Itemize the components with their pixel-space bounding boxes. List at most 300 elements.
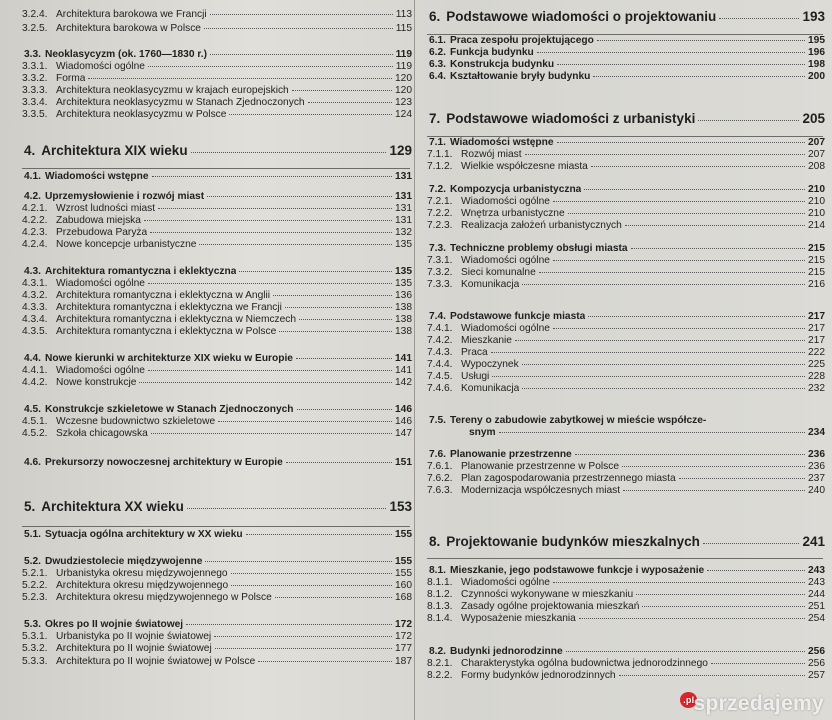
leader-dots <box>515 340 805 341</box>
entry-title: Planowanie przestrzenne <box>450 449 572 460</box>
entry-number: 7.2. <box>429 184 446 195</box>
entry-page-number: 131 <box>395 203 412 214</box>
entry-title: Kształtowanie bryły budynku <box>450 71 591 82</box>
entry-number: 7.4.2. <box>427 335 453 346</box>
entry-number: 3.3.4. <box>22 97 48 108</box>
left-toc-entry <box>24 457 412 469</box>
entry-title: Wiadomości ogólne <box>461 255 550 266</box>
entry-page-number: 205 <box>802 111 825 126</box>
leader-dots <box>286 462 392 463</box>
entry-title: Funkcja budynku <box>450 47 534 58</box>
leader-dots <box>642 606 805 607</box>
leader-dots <box>553 328 805 329</box>
entry-page-number: 228 <box>808 371 825 382</box>
leader-dots <box>711 663 805 664</box>
entry-number: 5.3.2. <box>22 643 48 654</box>
entry-page-number: 207 <box>808 137 825 148</box>
entry-page-number: 119 <box>395 61 412 72</box>
right-toc-entry <box>427 613 825 625</box>
right-toc-entry <box>465 427 825 439</box>
entry-title: Usługi <box>461 371 490 382</box>
leader-dots <box>139 382 392 383</box>
right-toc-entry <box>427 220 825 232</box>
entry-title: Wiadomości wstępne <box>450 137 554 148</box>
leader-dots <box>557 64 805 65</box>
entry-title: Architektura barokowa w Polsce <box>56 23 201 34</box>
entry-page-number: 243 <box>808 565 825 576</box>
entry-page-number: 217 <box>808 335 825 346</box>
entry-title: Planowanie przestrzenne w Polsce <box>461 461 619 472</box>
entry-number: 7.1.2. <box>427 161 453 172</box>
leader-dots <box>568 213 805 214</box>
entry-number: 7.4.3. <box>427 347 453 358</box>
leader-dots <box>275 597 392 598</box>
entry-number: 3.3.1. <box>22 61 48 72</box>
entry-number: 7.3.2. <box>427 267 453 278</box>
section-rule <box>22 526 410 527</box>
entry-page-number: 131 <box>395 171 412 182</box>
entry-number: 6. <box>429 9 441 24</box>
entry-number: 4.3.1. <box>22 278 48 289</box>
entry-title: Architektura romantyczna i eklektyczna we Francji <box>56 302 282 313</box>
leader-dots <box>218 421 392 422</box>
leader-dots <box>591 166 805 167</box>
left-toc-entry <box>22 326 412 338</box>
leader-dots <box>631 248 805 249</box>
entry-number: 4.3.2. <box>22 290 48 301</box>
right-toc-entry <box>429 9 825 25</box>
entry-page-number: 256 <box>808 658 825 669</box>
entry-page-number: 146 <box>395 416 412 427</box>
leader-dots <box>279 331 392 332</box>
right-toc-entry <box>427 323 825 335</box>
entry-number: 4.2. <box>24 191 41 202</box>
entry-title: Mieszkanie, jego podstawowe funkcje i wyposażenie <box>450 565 705 576</box>
left-toc-entry <box>24 143 412 159</box>
entry-number: 7.4.1. <box>427 323 453 334</box>
leader-dots <box>622 466 805 467</box>
entry-number: 4.3.5. <box>22 326 48 337</box>
left-toc-entry <box>22 73 412 85</box>
left-toc-entry <box>22 314 412 326</box>
leader-dots <box>522 388 805 389</box>
entry-title: Konstrukcja budynku <box>450 59 555 70</box>
entry-number: 5.2. <box>24 556 41 567</box>
entry-number: 7.2.1. <box>427 196 453 207</box>
entry-number: 8.2.2. <box>427 670 453 681</box>
entry-page-number: 138 <box>395 314 412 325</box>
entry-number: 4. <box>24 143 36 158</box>
leader-dots <box>539 272 805 273</box>
entry-title: Podstawowe wiadomości z urbanistyki <box>446 111 696 126</box>
leader-dots <box>707 570 805 571</box>
entry-title: Mieszkanie <box>461 335 512 346</box>
entry-page-number: 210 <box>808 196 825 207</box>
entry-number: 5.2.1. <box>22 568 48 579</box>
entry-title: Dwudziestolecie międzywojenne <box>45 556 203 567</box>
entry-number: 8.1.2. <box>427 589 453 600</box>
entry-page-number: 172 <box>395 631 412 642</box>
left-toc-entry <box>22 9 412 21</box>
watermark-pl-badge: .pl <box>680 692 697 708</box>
left-toc-entry <box>22 377 412 389</box>
entry-page-number: 215 <box>808 255 825 266</box>
right-toc-entry <box>427 255 825 267</box>
entry-number: 5.2.3. <box>22 592 48 603</box>
left-toc-entry <box>22 23 412 35</box>
entry-page-number: 135 <box>395 278 412 289</box>
entry-page-number: 113 <box>395 9 412 20</box>
entry-number: 4.1. <box>24 171 41 182</box>
leader-dots <box>258 661 392 662</box>
left-toc-entry <box>24 619 412 631</box>
right-toc-entry <box>429 59 825 71</box>
entry-number: 4.4. <box>24 353 41 364</box>
entry-title: Wiadomości ogólne <box>56 365 145 376</box>
entry-number: 8.1.4. <box>427 613 453 624</box>
entry-title: Wnętrza urbanistyczne <box>461 208 565 219</box>
entry-title: Neoklasycyzm (ok. 1760—1830 r.) <box>45 49 207 60</box>
entry-number: 7.4.5. <box>427 371 453 382</box>
leader-dots <box>703 543 800 544</box>
leader-dots <box>492 376 805 377</box>
entry-number: 3.2.4. <box>22 9 48 20</box>
leader-dots <box>215 648 392 649</box>
entry-page-number: 155 <box>395 568 412 579</box>
entry-page-number: 207 <box>808 149 825 160</box>
entry-title: Komunikacja <box>461 383 520 394</box>
entry-title: Nowe konstrukcje <box>56 377 137 388</box>
entry-page-number: 124 <box>395 109 412 120</box>
left-toc-entry <box>24 404 412 416</box>
entry-page-number: 135 <box>395 239 412 250</box>
entry-title: Konstrukcje szkieletowe w Stanach Zjednoczonych <box>45 404 294 415</box>
entry-number: 3.3.2. <box>22 73 48 84</box>
entry-page-number: 187 <box>395 656 412 667</box>
entry-number: 4.4.1. <box>22 365 48 376</box>
leader-dots <box>588 316 805 317</box>
entry-title: Architektura neoklasycyzmu w Polsce <box>56 109 227 120</box>
sprzedajemy-watermark <box>680 692 824 716</box>
leader-dots <box>210 14 393 15</box>
entry-page-number: 123 <box>395 97 412 108</box>
entry-number: 7.3.3. <box>427 279 453 290</box>
entry-page-number: 136 <box>395 290 412 301</box>
entry-number: 8.1.1. <box>427 577 453 588</box>
entry-title: Urbanistyka po II wojnie światowej <box>56 631 212 642</box>
entry-title: Sytuacja ogólna architektury w XX wieku <box>45 529 243 540</box>
leader-dots <box>625 225 805 226</box>
entry-number: 6.2. <box>429 47 446 58</box>
leader-dots <box>186 624 392 625</box>
entry-page-number: 215 <box>808 243 825 254</box>
entry-number: 7.6.1. <box>427 461 453 472</box>
entry-title: Architektura romantyczna i eklektyczna <box>45 266 237 277</box>
entry-title: Praca zespołu projektującego <box>450 35 594 46</box>
left-toc-entry <box>22 580 412 592</box>
right-toc-entry <box>427 383 825 395</box>
leader-dots <box>537 52 805 53</box>
entry-title: Wiadomości ogólne <box>461 196 550 207</box>
section-rule <box>22 168 410 169</box>
right-toc-entry <box>427 347 825 359</box>
entry-title: Szkoła chicagowska <box>56 428 148 439</box>
entry-title: Budynki jednorodzinne <box>450 646 563 657</box>
right-toc-entry <box>427 196 825 208</box>
entry-title: Architektura po II wojnie światowej w Polsce <box>56 656 256 667</box>
entry-page-number: 141 <box>395 353 412 364</box>
entry-title: Architektura XIX wieku <box>41 143 188 158</box>
entry-page-number: 240 <box>808 485 825 496</box>
left-toc-entry <box>22 85 412 97</box>
leader-dots <box>158 208 392 209</box>
section-rule <box>427 34 823 35</box>
entry-title: Nowe koncepcje urbanistyczne <box>56 239 197 250</box>
entry-title: Architektura okresu międzywojennego w Polsce <box>56 592 272 603</box>
entry-page-number: 138 <box>395 326 412 337</box>
entry-title: Wiadomości ogólne <box>56 61 145 72</box>
entry-number: 5.3.1. <box>22 631 48 642</box>
right-toc-entry <box>427 485 825 497</box>
leader-dots <box>719 18 799 19</box>
left-toc-entry <box>22 643 412 655</box>
right-toc-entry <box>429 111 825 127</box>
entry-title: snym <box>469 427 496 438</box>
entry-number: 6.3. <box>429 59 446 70</box>
entry-title: Projektowanie budynków mieszkalnych <box>446 534 700 549</box>
entry-number: 4.3. <box>24 266 41 277</box>
leader-dots <box>231 585 392 586</box>
left-toc-entry <box>22 568 412 580</box>
leader-dots <box>597 40 805 41</box>
entry-number: 4.5.2. <box>22 428 48 439</box>
leader-dots <box>525 154 805 155</box>
entry-title: Realizacja założeń urbanistycznych <box>461 220 622 231</box>
entry-page-number: 160 <box>395 580 412 591</box>
entry-page-number: 168 <box>395 592 412 603</box>
entry-page-number: 257 <box>808 670 825 681</box>
entry-page-number: 119 <box>395 49 412 60</box>
leader-dots <box>308 102 392 103</box>
entry-title: Plan zagospodarowania przestrzennego miasta <box>461 473 676 484</box>
entry-title: Architektura barokowa we Francji <box>56 9 207 20</box>
entry-page-number: 251 <box>808 601 825 612</box>
right-toc-entry <box>427 461 825 473</box>
leader-dots <box>553 201 805 202</box>
right-toc-entry <box>427 359 825 371</box>
entry-title: Architektura romantyczna i eklektyczna w Polsce <box>56 326 277 337</box>
left-toc-entry <box>22 290 412 302</box>
entry-page-number: 172 <box>395 619 412 630</box>
entry-title: Architektura neoklasycyzmu w Stanach Zjednoczonych <box>56 97 305 108</box>
leader-dots <box>239 271 392 272</box>
left-toc-entry <box>22 239 412 251</box>
entry-page-number: 153 <box>389 499 412 514</box>
leader-dots <box>191 152 387 153</box>
entry-number: 7.4.6. <box>427 383 453 394</box>
leader-dots <box>499 432 805 433</box>
right-toc-entry <box>427 670 825 682</box>
entry-title: Nowe kierunki w architekturze XIX wieku w Europie <box>45 353 293 364</box>
leader-dots <box>187 508 387 509</box>
left-toc-entry <box>24 499 412 515</box>
entry-number: 7.3.1. <box>427 255 453 266</box>
entry-title: Wyposażenie mieszkania <box>461 613 576 624</box>
leader-dots <box>273 295 392 296</box>
leader-dots <box>296 358 392 359</box>
section-rule <box>427 558 823 559</box>
toc-left-column <box>0 0 414 720</box>
leader-dots <box>299 319 392 320</box>
right-toc-entry <box>429 137 825 149</box>
entry-number: 7.1.1. <box>427 149 453 160</box>
left-toc-entry <box>22 416 412 428</box>
entry-number: 8.1. <box>429 565 446 576</box>
leader-dots <box>579 618 805 619</box>
entry-title: Wiadomości ogólne <box>461 323 550 334</box>
entry-page-number: 210 <box>808 184 825 195</box>
entry-title: Zabudowa miejska <box>56 215 141 226</box>
entry-page-number: 222 <box>808 347 825 358</box>
entry-page-number: 232 <box>808 383 825 394</box>
entry-number: 4.2.1. <box>22 203 48 214</box>
entry-title: Techniczne problemy obsługi miasta <box>450 243 628 254</box>
right-toc-entry <box>429 71 825 83</box>
entry-title: Architektura neoklasycyzmu w krajach europejskich <box>56 85 289 96</box>
right-toc-entry <box>429 534 825 550</box>
entry-title: Przebudowa Paryża <box>56 227 148 238</box>
leader-dots <box>246 534 392 535</box>
entry-page-number: 256 <box>808 646 825 657</box>
leader-dots <box>285 307 392 308</box>
entry-title: Urbanistyka okresu międzywojennego <box>56 568 228 579</box>
section-rule <box>427 136 823 137</box>
entry-number: 5. <box>24 499 36 514</box>
entry-title: Modernizacja współczesnych miast <box>461 485 621 496</box>
entry-title: Okres po II wojnie światowej <box>45 619 184 630</box>
entry-title: Podstawowe wiadomości o projektowaniu <box>446 9 717 24</box>
entry-page-number: 120 <box>395 73 412 84</box>
leader-dots <box>199 244 392 245</box>
entry-page-number: 141 <box>395 365 412 376</box>
leader-dots <box>148 66 393 67</box>
leader-dots <box>557 142 805 143</box>
entry-page-number: 208 <box>808 161 825 172</box>
left-toc-entry <box>22 365 412 377</box>
leader-dots <box>679 478 805 479</box>
entry-title: Forma <box>56 73 86 84</box>
entry-number: 7.6.3. <box>427 485 453 496</box>
entry-number: 3.3.3. <box>22 85 48 96</box>
entry-number: 5.3.3. <box>22 656 48 667</box>
leader-dots <box>593 76 805 77</box>
leader-dots <box>151 433 392 434</box>
entry-number: 7.3. <box>429 243 446 254</box>
left-toc-entry <box>24 266 412 278</box>
entry-page-number: 120 <box>395 85 412 96</box>
right-toc-entry <box>427 279 825 291</box>
right-toc-entry <box>429 35 825 47</box>
entry-title: Charakterystyka ogólna budownictwa jednorodzinnego <box>461 658 708 669</box>
entry-page-number: 234 <box>808 427 825 438</box>
entry-title: Architektura po II wojnie światowej <box>56 643 212 654</box>
right-toc-entry <box>427 161 825 173</box>
right-toc-entry <box>429 415 825 427</box>
entry-number: 7.2.3. <box>427 220 453 231</box>
leader-dots <box>150 232 392 233</box>
entry-page-number: 200 <box>808 71 825 82</box>
left-toc-entry <box>22 215 412 227</box>
entry-number: 6.1. <box>429 35 446 46</box>
entry-page-number: 210 <box>808 208 825 219</box>
left-toc-entry <box>24 171 412 183</box>
entry-title: Wypoczynek <box>461 359 519 370</box>
right-toc-entry <box>427 589 825 601</box>
entry-number: 3.2.5. <box>22 23 48 34</box>
entry-page-number: 237 <box>808 473 825 484</box>
entry-page-number: 215 <box>808 267 825 278</box>
leader-dots <box>553 582 805 583</box>
entry-number: 5.1. <box>24 529 41 540</box>
entry-page-number: 216 <box>808 279 825 290</box>
entry-number: 7.6. <box>429 449 446 460</box>
leader-dots <box>623 490 805 491</box>
entry-page-number: 198 <box>808 59 825 70</box>
entry-page-number: 155 <box>395 529 412 540</box>
entry-title: Architektura XX wieku <box>41 499 184 514</box>
entry-page-number: 155 <box>395 556 412 567</box>
right-toc-entry <box>429 449 825 461</box>
right-toc-entry <box>427 658 825 670</box>
left-toc-entry <box>22 227 412 239</box>
entry-page-number: 151 <box>395 457 412 468</box>
right-toc-entry <box>427 601 825 613</box>
entry-number: 7.6.2. <box>427 473 453 484</box>
leader-dots <box>231 573 392 574</box>
entry-title: Wielkie współczesne miasta <box>461 161 588 172</box>
entry-page-number: 193 <box>802 9 825 24</box>
entry-title: Wiadomości ogólne <box>56 278 145 289</box>
leader-dots <box>207 196 392 197</box>
entry-number: 7.2.2. <box>427 208 453 219</box>
right-toc-entry <box>427 473 825 485</box>
right-toc-entry <box>429 243 825 255</box>
leader-dots <box>204 28 393 29</box>
right-toc-entry <box>427 335 825 347</box>
entry-title: Wiadomości ogólne <box>461 577 550 588</box>
leader-dots <box>575 454 805 455</box>
entry-page-number: 244 <box>808 589 825 600</box>
entry-number: 7.4. <box>429 311 446 322</box>
entry-number: 7.1. <box>429 137 446 148</box>
entry-number: 5.3. <box>24 619 41 630</box>
right-toc-entry <box>427 371 825 383</box>
leader-dots <box>584 189 805 190</box>
entry-page-number: 217 <box>808 323 825 334</box>
right-toc-entry <box>427 577 825 589</box>
entry-number: 4.2.3. <box>22 227 48 238</box>
leader-dots <box>88 78 392 79</box>
entry-number: 4.2.4. <box>22 239 48 250</box>
entry-page-number: 195 <box>808 35 825 46</box>
left-toc-entry <box>22 109 412 121</box>
entry-title: Wzrost ludności miast <box>56 203 156 214</box>
entry-page-number: 217 <box>808 311 825 322</box>
left-toc-entry <box>24 556 412 568</box>
right-toc-entry <box>429 47 825 59</box>
entry-title: Wiadomości wstępne <box>45 171 149 182</box>
left-toc-entry <box>22 278 412 290</box>
